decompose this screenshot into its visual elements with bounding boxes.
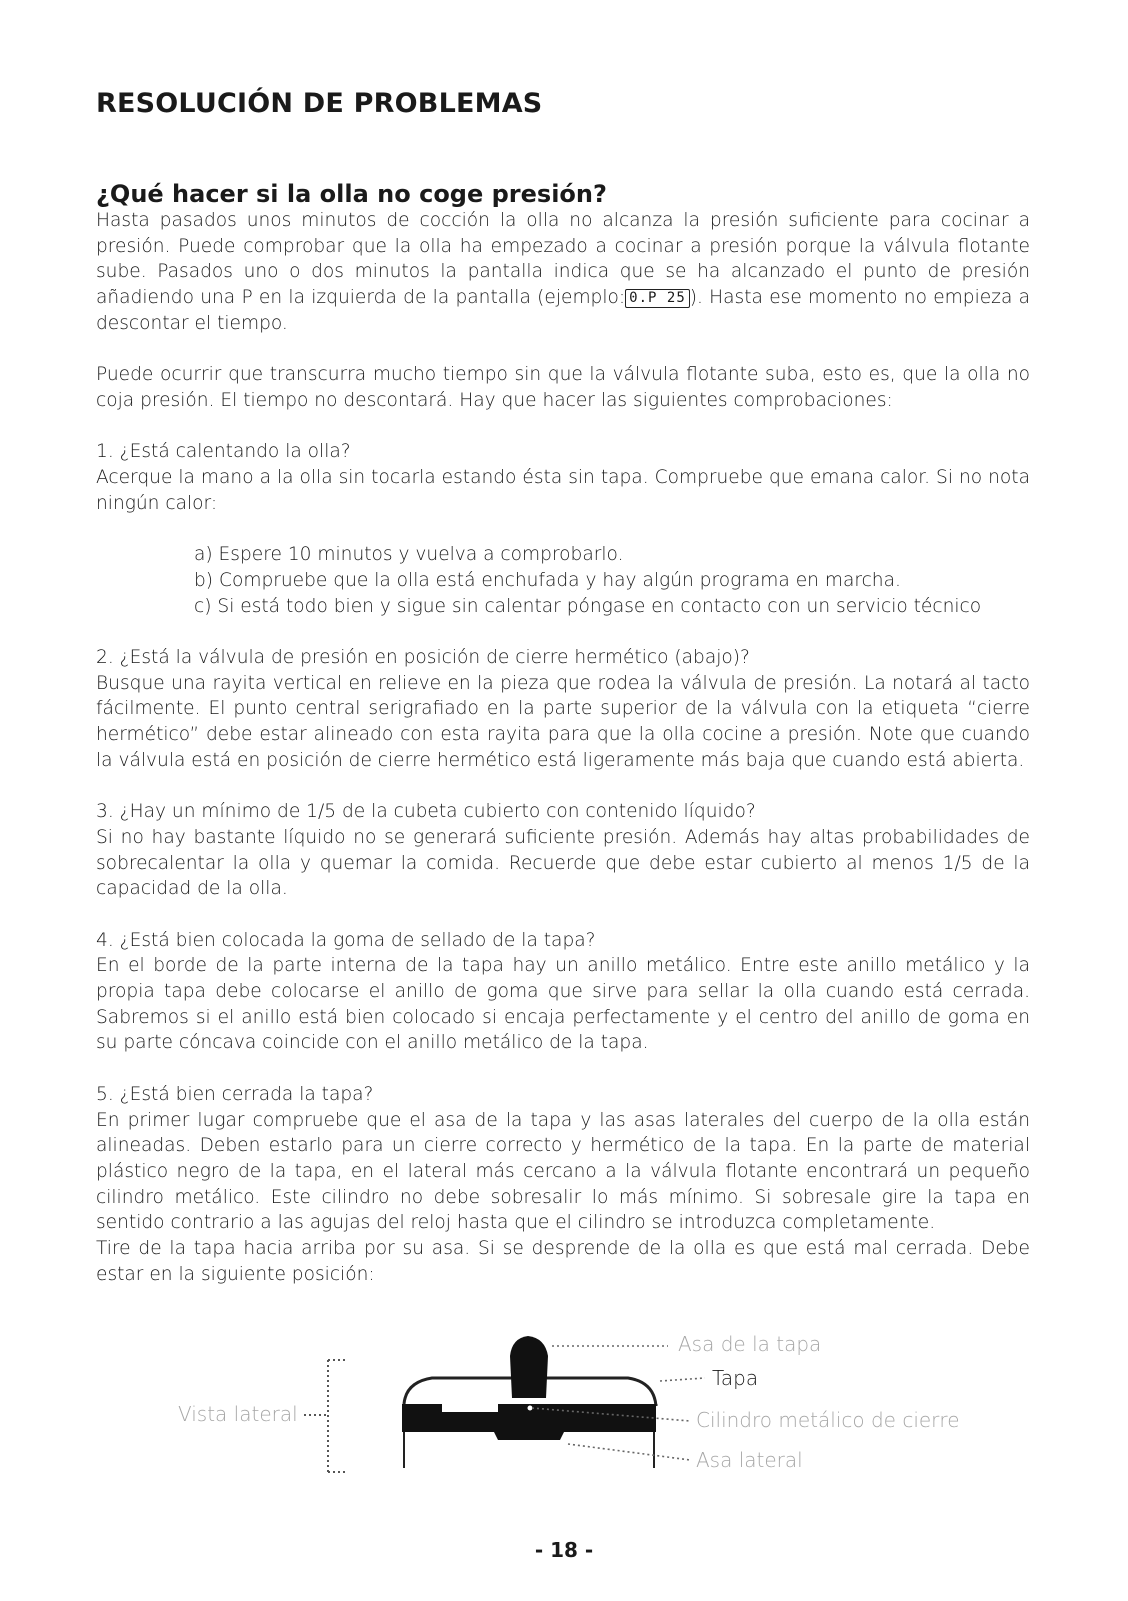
check-5-body-2: Tire de la tapa hacia arriba por su asa. Si se desprende de la olla es que está mal cerrada. Debe estar en la siguiente posición: [96, 1238, 1030, 1285]
paragraph-2: Puede ocurrir que transcurra mucho tiempo sin que la válvula flotante suba, esto es, que la olla no coja presión. El tiempo no descontará. Hay que hacer las siguientes comprobaciones: [96, 364, 1030, 411]
question-heading: ¿Qué hacer si la olla no coge presión? [96, 180, 607, 208]
check-3-body: Si no hay bastante líquido no se generará suficiente presión. Además hay altas probabilidades de sobrecalentar la olla y quemar la comida. Recuerde que debe estar cubierto al menos 1/5 de la capacidad de la olla. [96, 826, 1030, 900]
diagram-label-lid: Tapa [712, 1366, 759, 1390]
lock-cylinder-dot [528, 1406, 533, 1411]
list-item: c) Si está todo bien y sigue sin calentar póngase en contacto con un servicio técnico [194, 595, 982, 617]
pot-side-view-diagram [0, 1320, 1128, 1510]
check-2-title: 2. ¿Está la válvula de presión en posición de cierre hermético (abajo)? [96, 646, 750, 668]
intro-text-after: ). Hasta ese momento no empieza a descontar el tiempo. [96, 287, 1030, 334]
check-2-body: Busque una rayita vertical en relieve en la pieza que rodea la válvula de presión. La notará al tacto fácilmente. El punto central serigrafiado en la parte superior de la válvula con la etiqueta “cierre hermético” debe estar alineado con esta rayita para que la olla cocine a presión. Note que cuando la válvula está en posición de cierre hermético está ligeramente más baja que cuando está abierta. [96, 672, 1030, 771]
check-4-title: 4. ¿Está bien colocada la goma de sellado de la tapa? [96, 929, 596, 951]
page-number: - 18 - [534, 1538, 594, 1562]
display-example: 0.P 25 [625, 289, 690, 308]
diagram-label-lock-cylinder: Cilindro metálico de cierre [696, 1408, 960, 1432]
lid-handle-shape [510, 1336, 548, 1398]
check-1-list [96, 542, 1030, 619]
check-5-title: 5. ¿Está bien cerrada la tapa? [96, 1083, 374, 1105]
check-1-title: 1. ¿Está calentando la olla? [96, 441, 351, 463]
view-bracket [304, 1360, 348, 1472]
main-content [96, 180, 1030, 1287]
pot-body [402, 1336, 656, 1468]
diagram-label-lid-handle: Asa de la tapa [678, 1332, 822, 1356]
diagram-label-side-handle: Asa lateral [696, 1448, 803, 1472]
check-1-body: Acerque la mano a la olla sin tocarla estando ésta sin tapa. Compruebe que emana calor. Si no nota ningún calor: [96, 467, 1030, 514]
page-title: RESOLUCIÓN DE PROBLEMAS [96, 88, 543, 119]
diagram-label-view: Vista lateral [178, 1402, 298, 1426]
check-4-body: En el borde de la parte interna de la tapa hay un anillo metálico. Entre este anillo metálico y la propia tapa debe colocarse el anillo de goma que sirve para sellar la olla cuando está cerrada. Sabremos si el anillo está bien colocado si encaja perfectamente y el centro del anillo de goma en su parte cóncava coincide con el anillo metálico de la tapa. [96, 955, 1030, 1054]
intro-paragraph [96, 208, 1030, 337]
intro-text-before: Hasta pasados unos minutos de cocción la olla no alcanza la presión suficiente para cocinar a presión. Puede comprobar que la olla ha empezado a cocinar a presión porque la válvula flotante sube. Pasados uno o dos minutos la pantalla indica que se ha alcanzado el punto de presión añadiendo una P en la izquierda de la pantalla (ejemplo: [96, 210, 1030, 309]
list-item: b) Compruebe que la olla está enchufada y hay algún programa en marcha. [194, 569, 901, 591]
list-item: a) Espere 10 minutos y vuelva a comprobarlo. [194, 544, 624, 566]
leader-lines [532, 1346, 705, 1460]
check-5-body: En primer lugar compruebe que el asa de la tapa y las asas laterales del cuerpo de la olla están alineadas. Deben estarlo para un cierre correcto y hermético de la tapa. En la parte de material plástico negro de la tapa, en el lateral más cercano a la válvula flotante encontrará un pequeño cilindro metálico. Este cilindro no debe sobresalir lo más mínimo. Si sobresale gire la tapa en sentido contrario a las agujas del reloj hasta que el cilindro se introduzca completamente. [96, 1109, 1030, 1234]
check-3-title: 3. ¿Hay un mínimo de 1/5 de la cubeta cubierto con contenido líquido? [96, 801, 756, 823]
